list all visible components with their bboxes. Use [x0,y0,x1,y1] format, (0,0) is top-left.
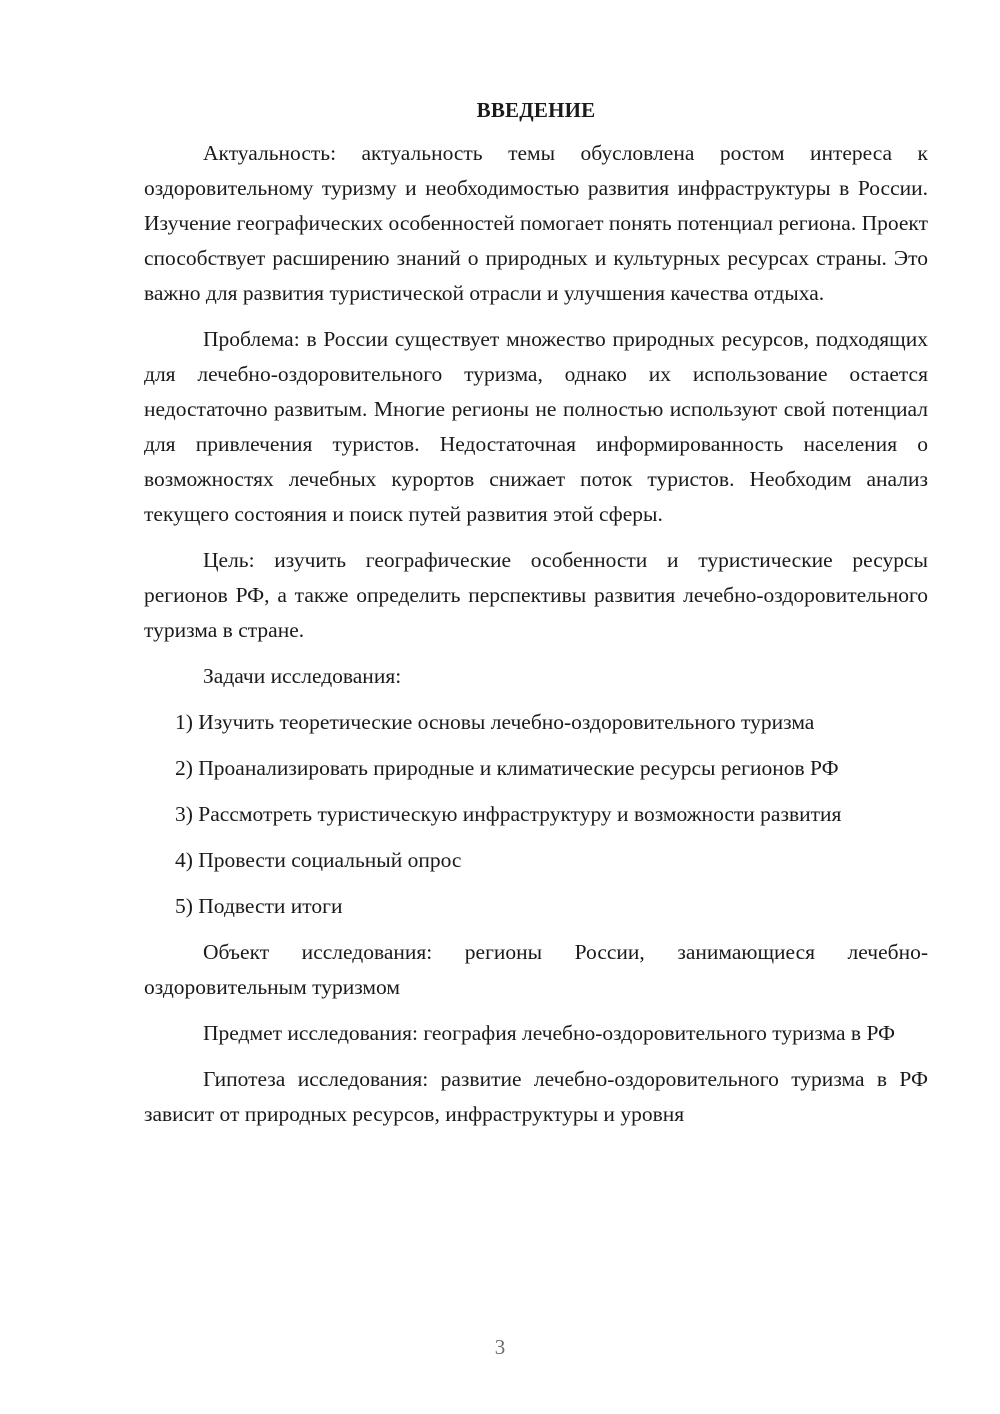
task-item-5: 5) Подвести итоги [175,894,343,918]
tasks-title: Задачи исследования: [203,664,402,688]
paragraph-subject: Предмет исследования: география лечебно-оздоровительного туризма в РФ [203,1021,896,1045]
task-item-3: 3) Рассмотреть туристическую инфраструктуру и возможности развития [175,802,842,826]
paragraph-goal: Цель: изучить географические особенности и туристические ресурсы регионов РФ, а также определить перспективы развития лечебно-оздоровительного туризма в стране. [144,548,928,642]
page-content [144,93,928,1143]
section-heading: ВВЕДЕНИЕ [476,98,596,122]
page-number: 3 [494,1335,506,1359]
paragraph-object: Объект исследования: регионы России, занимающиеся лечебно-оздоровительным туризмом [144,940,928,999]
task-item-1: 1) Изучить теоретические основы лечебно-оздоровительного туризма [175,710,815,734]
paragraph-actuality: Актуальность: актуальность темы обусловлена ростом интереса к оздоровительному туризму и необходимостью развития инфраструктуры в России. Изучение географических особенностей помогает понять потенциал региона. Проект способствует расширению знаний о природных и культурных ресурсах страны. Это важно для развития туристической отрасли и улучшения качества отдыха. [144,141,928,305]
task-item-4: 4) Провести социальный опрос [175,848,462,872]
paragraph-problem: Проблема: в России существует множество природных ресурсов, подходящих для лечебно-оздоровительного туризма, однако их использование остается недостаточно развитым. Многие регионы не полностью используют свой потенциал для привлечения туристов. Недостаточная информированность населения о возможностях лечебных курортов снижает поток туристов. Необходим анализ текущего состояния и поиск путей развития этой сферы. [144,327,928,526]
paragraph-hypothesis: Гипотеза исследования: развитие лечебно-оздоровительного туризма в РФ зависит от природных ресурсов, инфраструктуры и уровня [144,1067,928,1126]
task-item-2: 2) Проанализировать природные и климатические ресурсы регионов РФ [175,756,839,780]
